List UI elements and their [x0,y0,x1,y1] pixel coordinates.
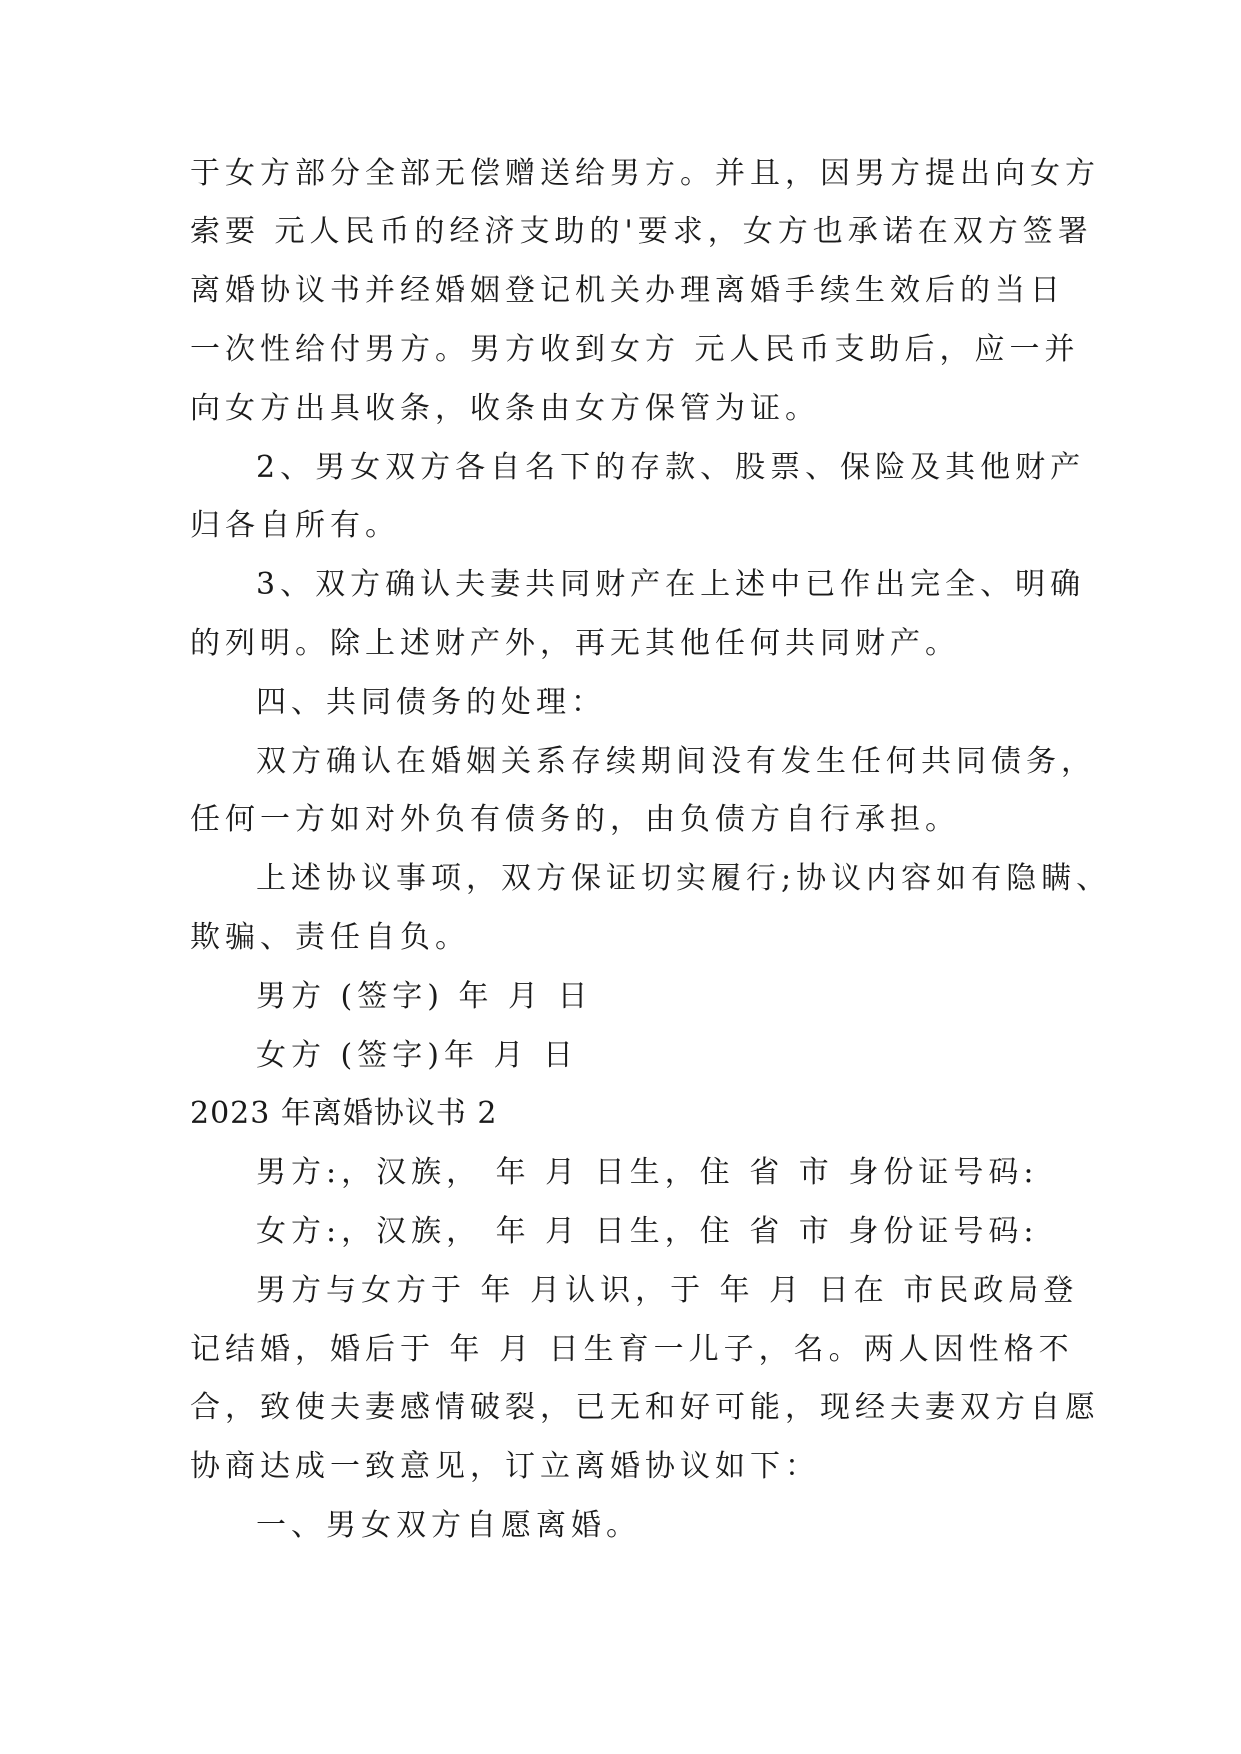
paragraph-line: 2、男女双方各自名下的存款、股票、保险及其他财产 [256,450,1086,485]
signature-line-female: 女方 (签字)年 月 日 [256,1038,579,1073]
paragraph-line: 归各自所有。 [190,508,400,543]
paragraph-line: 离婚协议书并经婚姻登记机关办理离婚手续生效后的当日 [190,273,1065,308]
paragraph-line: 一次性给付男方。男方收到女方 元人民币支助后，应一并 [190,332,1080,367]
paragraph-line: 于女方部分全部无偿赠送给男方。并且，因男方提出向女方 [190,156,1100,191]
document-title: 2023 年离婚协议书 2 [190,1096,498,1131]
paragraph-line: 任何一方如对外负有债务的，由负债方自行承担。 [190,802,960,837]
signature-line-male: 男方 (签字) 年 月 日 [256,979,593,1014]
paragraph-line: 索要 元人民币的经济支助的'要求，女方也承诺在双方签署 [190,214,1093,249]
paragraph-line: 3、双方确认夫妻共同财产在上述中已作出完全、明确 [256,567,1086,602]
paragraph-line: 欺骗、责任自负。 [190,920,470,955]
party-line-male: 男方:，汉族， 年 月 日生，住 省 市 身份证号码: [256,1155,1039,1190]
paragraph-line: 合，致使夫妻感情破裂，已无和好可能，现经夫妻双方自愿 [190,1390,1100,1425]
paragraph-line: 记结婚，婚后于 年 月 日生育一儿子，名。两人因性格不 [190,1332,1074,1367]
paragraph-line: 的列明。除上述财产外，再无其他任何共同财产。 [190,626,960,661]
section-heading: 四、共同债务的处理： [256,685,606,720]
paragraph-line: 协商达成一致意见，订立离婚协议如下： [190,1449,820,1484]
party-line-female: 女方:，汉族， 年 月 日生，住 省 市 身份证号码: [256,1214,1039,1249]
section-heading: 一、男女双方自愿离婚。 [256,1508,641,1543]
paragraph-line: 向女方出具收条，收条由女方保管为证。 [190,391,820,426]
paragraph-line: 双方确认在婚姻关系存续期间没有发生任何共同债务， [256,744,1096,779]
paragraph-line: 男方与女方于 年 月认识，于 年 月 日在 市民政局登 [256,1273,1079,1308]
paragraph-line: 上述协议事项，双方保证切实履行;协议内容如有隐瞒、 [256,861,1112,896]
